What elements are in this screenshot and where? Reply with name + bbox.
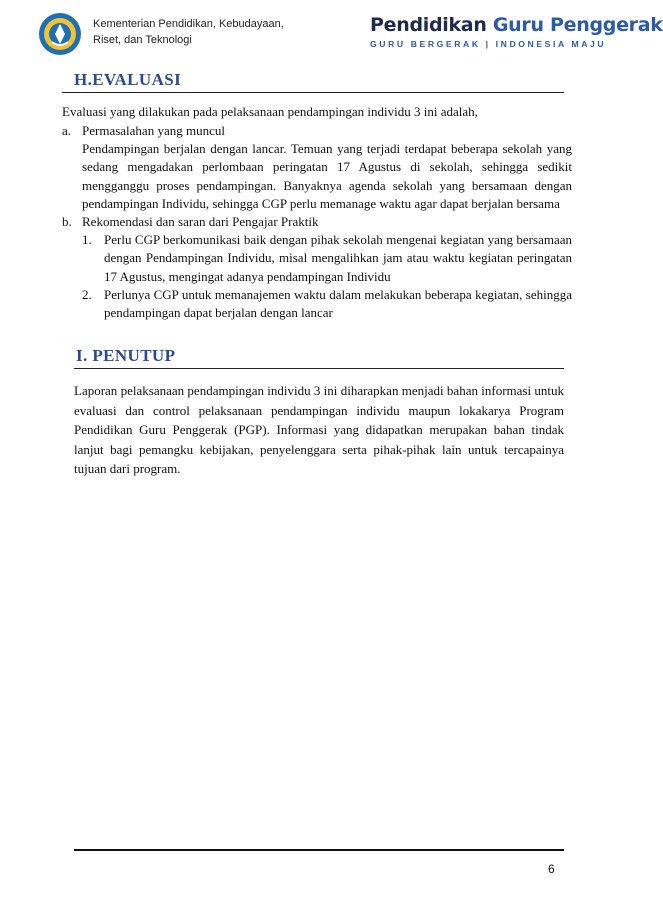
- brand-title-part2: Guru Penggerak: [492, 14, 663, 36]
- item-a-title: Permasalahan yang muncul: [82, 123, 225, 138]
- recommendation-1-marker: 1.: [82, 232, 92, 247]
- recommendation-1-text: Perlu CGP berkomunikasi baik dengan pihak sekolah mengenai kegiatan yang bersamaan dengan Pendampingan Individu, misal mengalihkan jam atau waktu kegiatan peringatan 17 Agustus, mengingat adanya pendampingan Individu: [104, 232, 572, 284]
- section-i-rule: [74, 368, 564, 369]
- brand-title: [370, 14, 663, 36]
- program-brand: [370, 14, 663, 49]
- ministry-name-line2: Riset, dan Teknologi: [93, 34, 192, 46]
- item-a-marker: a.: [62, 123, 72, 138]
- brand-tagline: GURU BERGERAK | INDONESIA MAJU: [370, 39, 607, 49]
- recommendation-2-text: Perlunya CGP untuk memanajemen waktu dalam melakukan beberapa kegiatan, sehingga pendampingan dapat berjalan dengan lancar: [104, 287, 572, 321]
- section-h-rule: [62, 92, 564, 93]
- recommendation-2-marker: 2.: [82, 287, 92, 302]
- ministry-name-line1: Kementerian Pendidikan, Kebudayaan,: [93, 18, 284, 30]
- footer-rule: [74, 849, 564, 851]
- page-number: 6: [548, 862, 555, 876]
- section-i-title: I. PENUTUP: [76, 346, 176, 365]
- tut-wuri-handayani-logo: [38, 12, 82, 56]
- section-h-intro: Evaluasi yang dilakukan pada pelaksanaan pendampingan individu 3 ini adalah,: [62, 104, 478, 119]
- section-h-title: H.EVALUASI: [74, 70, 182, 89]
- section-i-body: Laporan pelaksanaan pendampingan individu 3 ini diharapkan menjadi bahan informasi untuk evaluasi dan control pelaksanaan pendampingan individu maupun lokakarya Program Pendidikan Guru Penggerak (PGP). Informasi yang didapatkan merupakan bahan tindak lanjut bagi pemangku kebijakan, penyelenggara serta pihak-pihak lain untuk tercapainya tujuan dari program.: [74, 383, 564, 477]
- item-a-body: Pendampingan berjalan dengan lancar. Temuan yang terjadi terdapat beberapa sekolah yang sedang mengadakan perlombaan peringatan 17 Agustus di sekolah, sehingga sedikit mengganggu proses pendampingan. Banyaknya agenda sekolah yang bersamaan dengan pendampingan Individu, sehingga CGP perlu memanage waktu agar dapat berjalan bersama: [82, 141, 572, 212]
- ministry-name: [93, 16, 303, 48]
- item-b-title: Rekomendasi dan saran dari Pengajar Praktik: [82, 214, 319, 229]
- item-b-marker: b.: [62, 214, 72, 229]
- brand-title-part1: Pendidikan: [370, 14, 487, 36]
